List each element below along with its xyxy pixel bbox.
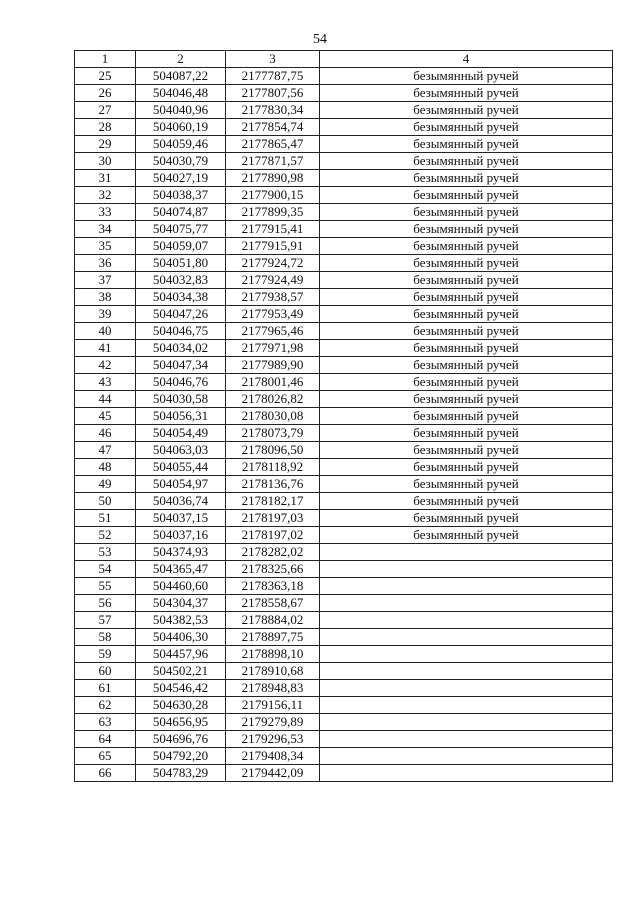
description-cell: безымянный ручей bbox=[320, 425, 613, 442]
table-row bbox=[75, 340, 613, 357]
point-number-cell: 34 bbox=[75, 221, 136, 238]
y-coordinate-cell: 2179442,09 bbox=[226, 765, 320, 782]
point-number-cell: 59 bbox=[75, 646, 136, 663]
table-row bbox=[75, 357, 613, 374]
y-coordinate-cell: 2177915,91 bbox=[226, 238, 320, 255]
point-number-cell: 43 bbox=[75, 374, 136, 391]
description-cell: безымянный ручей bbox=[320, 255, 613, 272]
point-number-cell: 53 bbox=[75, 544, 136, 561]
description-cell: безымянный ручей bbox=[320, 272, 613, 289]
table-row bbox=[75, 153, 613, 170]
x-coordinate-cell: 504783,29 bbox=[136, 765, 226, 782]
y-coordinate-cell: 2177899,35 bbox=[226, 204, 320, 221]
description-cell: безымянный ручей bbox=[320, 170, 613, 187]
description-cell bbox=[320, 629, 613, 646]
y-coordinate-cell: 2178325,66 bbox=[226, 561, 320, 578]
description-cell bbox=[320, 544, 613, 561]
y-coordinate-cell: 2177865,47 bbox=[226, 136, 320, 153]
y-coordinate-cell: 2178136,76 bbox=[226, 476, 320, 493]
description-cell: безымянный ручей bbox=[320, 136, 613, 153]
y-coordinate-cell: 2178001,46 bbox=[226, 374, 320, 391]
y-coordinate-cell: 2177854,74 bbox=[226, 119, 320, 136]
point-number-cell: 27 bbox=[75, 102, 136, 119]
table-row bbox=[75, 425, 613, 442]
description-cell: безымянный ручей bbox=[320, 153, 613, 170]
description-cell: безымянный ручей bbox=[320, 459, 613, 476]
y-coordinate-cell: 2177871,57 bbox=[226, 153, 320, 170]
point-number-cell: 29 bbox=[75, 136, 136, 153]
x-coordinate-cell: 504056,31 bbox=[136, 408, 226, 425]
table-row bbox=[75, 221, 613, 238]
y-coordinate-cell: 2178197,03 bbox=[226, 510, 320, 527]
table-row bbox=[75, 306, 613, 323]
description-cell: безымянный ручей bbox=[320, 68, 613, 85]
description-cell bbox=[320, 714, 613, 731]
table-row bbox=[75, 510, 613, 527]
table-row bbox=[75, 374, 613, 391]
x-coordinate-cell: 504032,83 bbox=[136, 272, 226, 289]
description-cell: безымянный ручей bbox=[320, 408, 613, 425]
point-number-cell: 56 bbox=[75, 595, 136, 612]
description-cell bbox=[320, 595, 613, 612]
y-coordinate-cell: 2178910,68 bbox=[226, 663, 320, 680]
description-cell: безымянный ручей bbox=[320, 391, 613, 408]
y-coordinate-cell: 2178282,02 bbox=[226, 544, 320, 561]
point-number-cell: 36 bbox=[75, 255, 136, 272]
description-cell bbox=[320, 561, 613, 578]
table-row bbox=[75, 731, 613, 748]
x-coordinate-cell: 504036,74 bbox=[136, 493, 226, 510]
x-coordinate-cell: 504046,48 bbox=[136, 85, 226, 102]
description-cell bbox=[320, 646, 613, 663]
point-number-cell: 49 bbox=[75, 476, 136, 493]
header-x-coordinate: 2 bbox=[136, 51, 226, 68]
y-coordinate-cell: 2178026,82 bbox=[226, 391, 320, 408]
point-number-cell: 65 bbox=[75, 748, 136, 765]
point-number-cell: 57 bbox=[75, 612, 136, 629]
x-coordinate-cell: 504027,19 bbox=[136, 170, 226, 187]
description-cell bbox=[320, 578, 613, 595]
table-row bbox=[75, 629, 613, 646]
y-coordinate-cell: 2177971,98 bbox=[226, 340, 320, 357]
description-cell: безымянный ручей bbox=[320, 119, 613, 136]
point-number-cell: 54 bbox=[75, 561, 136, 578]
point-number-cell: 30 bbox=[75, 153, 136, 170]
y-coordinate-cell: 2179279,89 bbox=[226, 714, 320, 731]
table-row bbox=[75, 459, 613, 476]
description-cell: безымянный ручей bbox=[320, 340, 613, 357]
x-coordinate-cell: 504374,93 bbox=[136, 544, 226, 561]
description-cell bbox=[320, 680, 613, 697]
point-number-cell: 38 bbox=[75, 289, 136, 306]
table-row bbox=[75, 561, 613, 578]
point-number-cell: 50 bbox=[75, 493, 136, 510]
table-row bbox=[75, 578, 613, 595]
x-coordinate-cell: 504630,28 bbox=[136, 697, 226, 714]
x-coordinate-cell: 504047,26 bbox=[136, 306, 226, 323]
x-coordinate-cell: 504055,44 bbox=[136, 459, 226, 476]
table-row bbox=[75, 714, 613, 731]
point-number-cell: 32 bbox=[75, 187, 136, 204]
point-number-cell: 45 bbox=[75, 408, 136, 425]
table-row bbox=[75, 136, 613, 153]
x-coordinate-cell: 504059,46 bbox=[136, 136, 226, 153]
table-header bbox=[75, 51, 613, 68]
x-coordinate-cell: 504063,03 bbox=[136, 442, 226, 459]
x-coordinate-cell: 504546,42 bbox=[136, 680, 226, 697]
x-coordinate-cell: 504046,75 bbox=[136, 323, 226, 340]
description-cell: безымянный ручей bbox=[320, 204, 613, 221]
coordinates-table bbox=[74, 50, 613, 782]
point-number-cell: 41 bbox=[75, 340, 136, 357]
description-cell bbox=[320, 697, 613, 714]
description-cell: безымянный ручей bbox=[320, 442, 613, 459]
table-row bbox=[75, 289, 613, 306]
table-row bbox=[75, 595, 613, 612]
description-cell bbox=[320, 663, 613, 680]
y-coordinate-cell: 2178884,02 bbox=[226, 612, 320, 629]
point-number-cell: 48 bbox=[75, 459, 136, 476]
description-cell: безымянный ручей bbox=[320, 510, 613, 527]
x-coordinate-cell: 504059,07 bbox=[136, 238, 226, 255]
description-cell: безымянный ручей bbox=[320, 306, 613, 323]
y-coordinate-cell: 2178897,75 bbox=[226, 629, 320, 646]
description-cell: безымянный ручей bbox=[320, 102, 613, 119]
y-coordinate-cell: 2177953,49 bbox=[226, 306, 320, 323]
point-number-cell: 39 bbox=[75, 306, 136, 323]
table-row bbox=[75, 187, 613, 204]
description-cell: безымянный ручей bbox=[320, 476, 613, 493]
header-row bbox=[75, 51, 613, 68]
description-cell: безымянный ручей bbox=[320, 238, 613, 255]
y-coordinate-cell: 2178197,02 bbox=[226, 527, 320, 544]
y-coordinate-cell: 2177924,49 bbox=[226, 272, 320, 289]
table-row bbox=[75, 204, 613, 221]
y-coordinate-cell: 2178096,50 bbox=[226, 442, 320, 459]
point-number-cell: 46 bbox=[75, 425, 136, 442]
point-number-cell: 35 bbox=[75, 238, 136, 255]
x-coordinate-cell: 504060,19 bbox=[136, 119, 226, 136]
table-row bbox=[75, 527, 613, 544]
x-coordinate-cell: 504034,38 bbox=[136, 289, 226, 306]
y-coordinate-cell: 2178948,83 bbox=[226, 680, 320, 697]
y-coordinate-cell: 2177807,56 bbox=[226, 85, 320, 102]
point-number-cell: 62 bbox=[75, 697, 136, 714]
point-number-cell: 31 bbox=[75, 170, 136, 187]
point-number-cell: 40 bbox=[75, 323, 136, 340]
table-row bbox=[75, 442, 613, 459]
y-coordinate-cell: 2178118,92 bbox=[226, 459, 320, 476]
table-row bbox=[75, 323, 613, 340]
y-coordinate-cell: 2179156,11 bbox=[226, 697, 320, 714]
point-number-cell: 64 bbox=[75, 731, 136, 748]
description-cell bbox=[320, 731, 613, 748]
description-cell: безымянный ручей bbox=[320, 221, 613, 238]
page-number: 54 bbox=[313, 32, 327, 47]
y-coordinate-cell: 2177787,75 bbox=[226, 68, 320, 85]
table-row bbox=[75, 646, 613, 663]
description-cell bbox=[320, 748, 613, 765]
x-coordinate-cell: 504075,77 bbox=[136, 221, 226, 238]
point-number-cell: 51 bbox=[75, 510, 136, 527]
table-row bbox=[75, 170, 613, 187]
x-coordinate-cell: 504382,53 bbox=[136, 612, 226, 629]
x-coordinate-cell: 504037,16 bbox=[136, 527, 226, 544]
point-number-cell: 66 bbox=[75, 765, 136, 782]
description-cell: безымянный ручей bbox=[320, 357, 613, 374]
x-coordinate-cell: 504054,49 bbox=[136, 425, 226, 442]
x-coordinate-cell: 504696,76 bbox=[136, 731, 226, 748]
point-number-cell: 55 bbox=[75, 578, 136, 595]
x-coordinate-cell: 504038,37 bbox=[136, 187, 226, 204]
description-cell: безымянный ручей bbox=[320, 289, 613, 306]
x-coordinate-cell: 504040,96 bbox=[136, 102, 226, 119]
y-coordinate-cell: 2177890,98 bbox=[226, 170, 320, 187]
table-row bbox=[75, 68, 613, 85]
y-coordinate-cell: 2178182,17 bbox=[226, 493, 320, 510]
point-number-cell: 58 bbox=[75, 629, 136, 646]
table-row bbox=[75, 680, 613, 697]
point-number-cell: 42 bbox=[75, 357, 136, 374]
header-y-coordinate: 3 bbox=[226, 51, 320, 68]
y-coordinate-cell: 2177900,15 bbox=[226, 187, 320, 204]
x-coordinate-cell: 504047,34 bbox=[136, 357, 226, 374]
y-coordinate-cell: 2177915,41 bbox=[226, 221, 320, 238]
description-cell: безымянный ручей bbox=[320, 493, 613, 510]
table-row bbox=[75, 748, 613, 765]
table-row bbox=[75, 119, 613, 136]
point-number-cell: 33 bbox=[75, 204, 136, 221]
header-point-number: 1 bbox=[75, 51, 136, 68]
point-number-cell: 47 bbox=[75, 442, 136, 459]
x-coordinate-cell: 504051,80 bbox=[136, 255, 226, 272]
y-coordinate-cell: 2179408,34 bbox=[226, 748, 320, 765]
point-number-cell: 44 bbox=[75, 391, 136, 408]
table-row bbox=[75, 697, 613, 714]
y-coordinate-cell: 2177965,46 bbox=[226, 323, 320, 340]
table-row bbox=[75, 612, 613, 629]
table-body bbox=[75, 68, 613, 782]
y-coordinate-cell: 2177924,72 bbox=[226, 255, 320, 272]
description-cell: безымянный ручей bbox=[320, 323, 613, 340]
x-coordinate-cell: 504457,96 bbox=[136, 646, 226, 663]
x-coordinate-cell: 504046,76 bbox=[136, 374, 226, 391]
y-coordinate-cell: 2177938,57 bbox=[226, 289, 320, 306]
point-number-cell: 61 bbox=[75, 680, 136, 697]
x-coordinate-cell: 504460,60 bbox=[136, 578, 226, 595]
description-cell: безымянный ручей bbox=[320, 187, 613, 204]
point-number-cell: 63 bbox=[75, 714, 136, 731]
description-cell bbox=[320, 765, 613, 782]
x-coordinate-cell: 504037,15 bbox=[136, 510, 226, 527]
y-coordinate-cell: 2177830,34 bbox=[226, 102, 320, 119]
x-coordinate-cell: 504502,21 bbox=[136, 663, 226, 680]
y-coordinate-cell: 2178030,08 bbox=[226, 408, 320, 425]
table-row bbox=[75, 476, 613, 493]
y-coordinate-cell: 2179296,53 bbox=[226, 731, 320, 748]
table-row bbox=[75, 408, 613, 425]
x-coordinate-cell: 504030,58 bbox=[136, 391, 226, 408]
x-coordinate-cell: 504030,79 bbox=[136, 153, 226, 170]
table-row bbox=[75, 493, 613, 510]
point-number-cell: 37 bbox=[75, 272, 136, 289]
y-coordinate-cell: 2178363,18 bbox=[226, 578, 320, 595]
description-cell bbox=[320, 612, 613, 629]
table-row bbox=[75, 272, 613, 289]
table-row bbox=[75, 663, 613, 680]
header-description: 4 bbox=[320, 51, 613, 68]
point-number-cell: 28 bbox=[75, 119, 136, 136]
y-coordinate-cell: 2178558,67 bbox=[226, 595, 320, 612]
x-coordinate-cell: 504074,87 bbox=[136, 204, 226, 221]
description-cell: безымянный ручей bbox=[320, 85, 613, 102]
table-row bbox=[75, 765, 613, 782]
description-cell: безымянный ручей bbox=[320, 527, 613, 544]
table-row bbox=[75, 102, 613, 119]
point-number-cell: 52 bbox=[75, 527, 136, 544]
table-row bbox=[75, 85, 613, 102]
description-cell: безымянный ручей bbox=[320, 374, 613, 391]
point-number-cell: 26 bbox=[75, 85, 136, 102]
y-coordinate-cell: 2178073,79 bbox=[226, 425, 320, 442]
x-coordinate-cell: 504034,02 bbox=[136, 340, 226, 357]
x-coordinate-cell: 504304,37 bbox=[136, 595, 226, 612]
point-number-cell: 60 bbox=[75, 663, 136, 680]
point-number-cell: 25 bbox=[75, 68, 136, 85]
x-coordinate-cell: 504365,47 bbox=[136, 561, 226, 578]
table-row bbox=[75, 255, 613, 272]
table-row bbox=[75, 544, 613, 561]
x-coordinate-cell: 504406,30 bbox=[136, 629, 226, 646]
table-row bbox=[75, 238, 613, 255]
y-coordinate-cell: 2177989,90 bbox=[226, 357, 320, 374]
x-coordinate-cell: 504656,95 bbox=[136, 714, 226, 731]
y-coordinate-cell: 2178898,10 bbox=[226, 646, 320, 663]
x-coordinate-cell: 504087,22 bbox=[136, 68, 226, 85]
table-row bbox=[75, 391, 613, 408]
x-coordinate-cell: 504054,97 bbox=[136, 476, 226, 493]
x-coordinate-cell: 504792,20 bbox=[136, 748, 226, 765]
